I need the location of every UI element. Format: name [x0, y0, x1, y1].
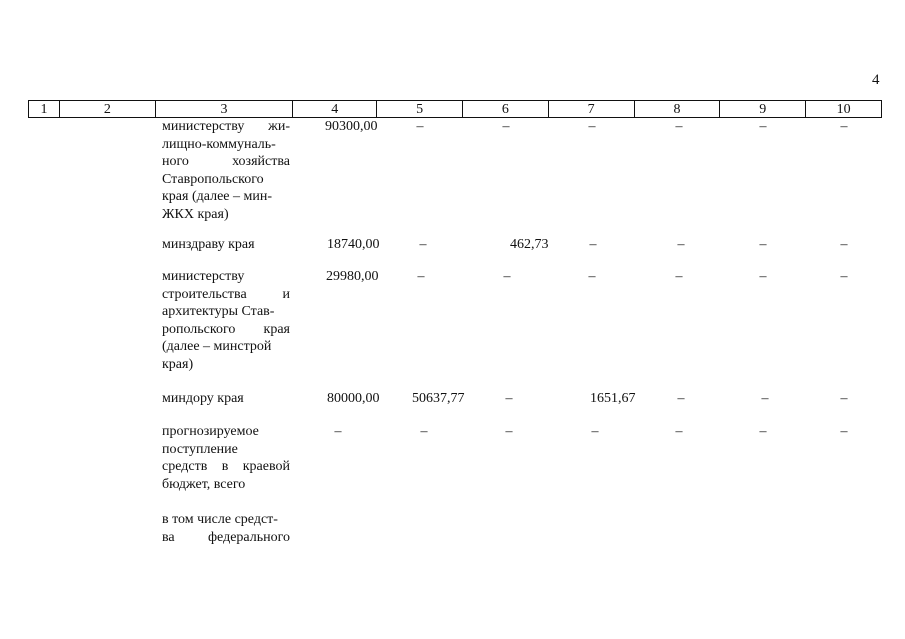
cell-col-8: –	[677, 237, 685, 252]
row-description: в том числе средст- ва федерального	[162, 512, 290, 545]
cell-col-7: –	[588, 269, 596, 284]
row-description: прогнозируемое поступление средств в краевой бюджет, всего	[162, 424, 290, 492]
cell-col-8: –	[675, 269, 683, 284]
cell-col-10: –	[840, 269, 848, 284]
cell-col-7: 1651,67	[590, 391, 636, 406]
row-description: министерству жи- лищно-коммуналь- ного хозяйства Ставропольского края (далее – мин- ЖКХ края)	[162, 119, 290, 222]
cell-col-8: –	[675, 424, 683, 439]
header-col-4: 4	[293, 101, 377, 117]
cell-col-7: –	[588, 119, 596, 134]
header-col-5: 5	[377, 101, 463, 117]
row-description: миндору края	[162, 391, 244, 406]
cell-col-5: –	[417, 269, 425, 284]
cell-col-6: –	[503, 269, 511, 284]
cell-col-6: 462,73	[510, 237, 549, 252]
cell-col-4: –	[334, 424, 342, 439]
cell-col-5: –	[420, 424, 428, 439]
header-col-9: 9	[720, 101, 806, 117]
header-col-8: 8	[635, 101, 721, 117]
cell-col-4: 18740,00	[327, 237, 380, 252]
cell-col-9: –	[759, 119, 767, 134]
cell-col-10: –	[840, 119, 848, 134]
row-description: министерству строительства и архитектуры Став- ропольского края (далее – минстрой края)	[162, 269, 290, 372]
header-col-6: 6	[463, 101, 549, 117]
header-col-3: 3	[156, 101, 294, 117]
cell-col-9: –	[759, 237, 767, 252]
cell-col-8: –	[675, 119, 683, 134]
table-header	[28, 100, 882, 118]
cell-col-5: –	[416, 119, 424, 134]
header-col-10: 10	[836, 102, 851, 117]
cell-col-10: –	[840, 237, 848, 252]
cell-col-5: 50637,77	[412, 391, 465, 406]
header-col-2: 2	[60, 101, 156, 117]
cell-col-9: –	[761, 391, 769, 406]
cell-col-10: –	[840, 391, 848, 406]
header-col-7: 7	[549, 101, 635, 117]
cell-col-4: 80000,00	[327, 391, 380, 406]
header-col-1: 1	[29, 101, 60, 117]
cell-col-7: –	[589, 237, 597, 252]
row-description: минздраву края	[162, 237, 255, 252]
cell-col-10: –	[840, 424, 848, 439]
cell-col-9: –	[759, 269, 767, 284]
cell-col-6: –	[505, 391, 513, 406]
page-number: 4	[872, 72, 880, 88]
cell-col-4: 90300,00	[325, 119, 378, 134]
cell-col-4: 29980,00	[326, 269, 379, 284]
cell-col-9: –	[759, 424, 767, 439]
cell-col-6: –	[505, 424, 513, 439]
cell-col-6: –	[502, 119, 510, 134]
cell-col-7: –	[591, 424, 599, 439]
cell-col-8: –	[677, 391, 685, 406]
cell-col-5: –	[419, 237, 427, 252]
